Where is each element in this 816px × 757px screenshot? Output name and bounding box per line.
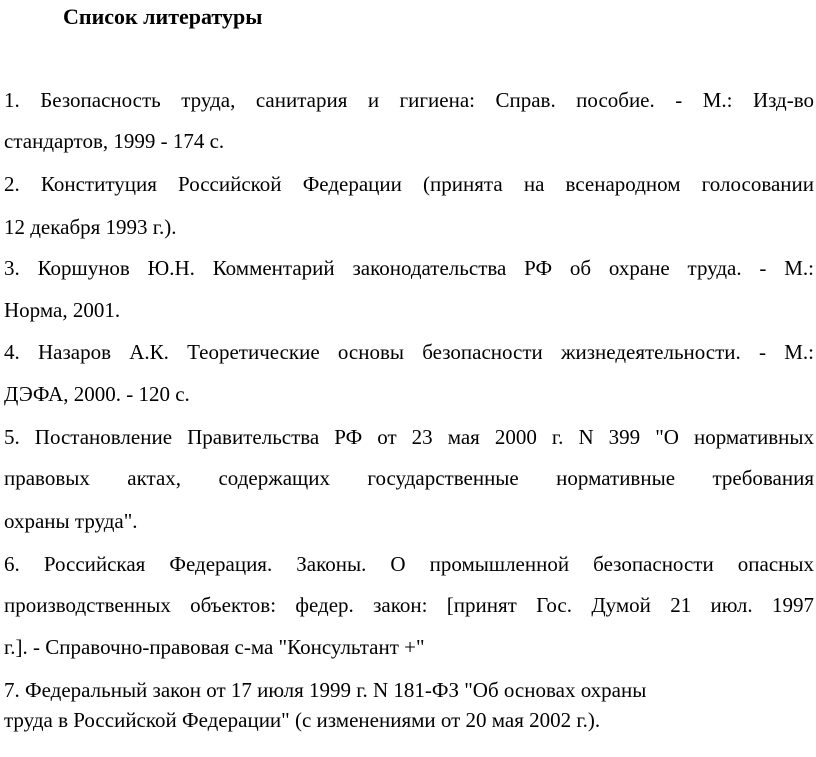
reference-line: 7. Федеральный закон от 17 июля 1999 г. N 181-ФЗ "Об основах охраны (4, 678, 647, 702)
reference-line: 5. Постановление Правительства РФ от 23 мая 2000 г. N 399 "О нормативных (4, 425, 814, 449)
reference-line: правовых актах, содержащих государственные нормативные требования (4, 466, 814, 490)
reference-line: производственных объектов: федер. закон: [принят Гос. Думой 21 июл. 1997 (4, 593, 814, 617)
reference-line: труда в Российской Федерации" (с изменениями от 20 мая 2002 г.). (4, 708, 601, 732)
reference-line: 3. Коршунов Ю.Н. Комментарий законодательства РФ об охране труда. - М.: (4, 256, 814, 280)
reference-line: 4. Назаров А.К. Теоретические основы безопасности жизнедеятельности. - М.: (4, 340, 814, 364)
reference-line: 12 декабря 1993 г.). (4, 215, 177, 239)
reference-line: 6. Российская Федерация. Законы. О промышленной безопасности опасных (4, 552, 814, 576)
page-title: Список литературы (63, 4, 263, 29)
reference-line: 2. Конституция Российской Федерации (принята на всенародном голосовании (4, 172, 814, 196)
reference-line: 1. Безопасность труда, санитария и гигиена: Справ. пособие. - М.: Изд-во (4, 88, 814, 112)
reference-line: стандартов, 1999 - 174 с. (4, 129, 225, 153)
reference-line: ДЭФА, 2000. - 120 с. (4, 382, 190, 406)
reference-line: Норма, 2001. (4, 298, 121, 322)
reference-line: г.]. - Справочно-правовая с-ма "Консультант +" (4, 635, 425, 659)
reference-line: охраны труда". (4, 509, 138, 533)
